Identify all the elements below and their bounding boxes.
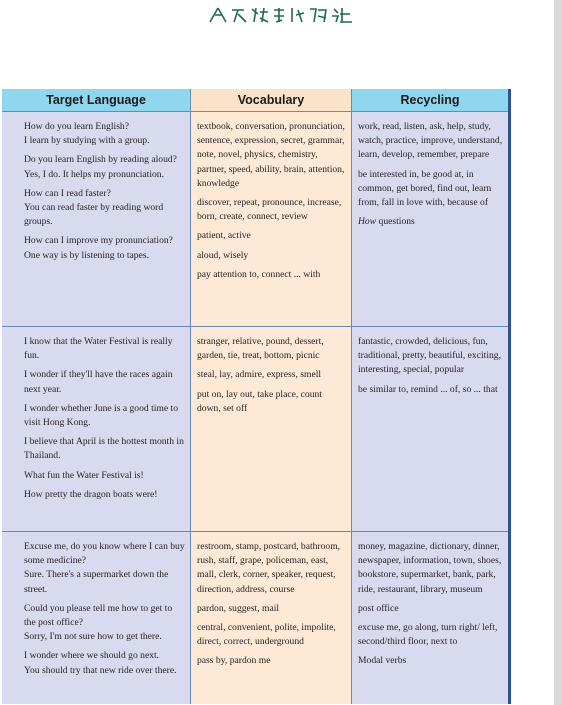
language-example	[24, 335, 186, 363]
example-line: You can read faster by reading word groups.	[24, 202, 164, 228]
target-language-cell	[2, 327, 191, 532]
language-example	[24, 153, 186, 181]
example-line: I wonder whether June is a good time to visit Hong Kong.	[24, 402, 178, 429]
page-edge-shadow	[554, 0, 562, 705]
recycling-group: be interested in, be good at, in common, get bored, find out, learn from, fall in love with, because of	[358, 168, 492, 209]
language-example	[24, 469, 186, 483]
recycling-group: post office	[358, 602, 399, 614]
language-example	[24, 120, 186, 148]
example-line: I wonder where we should go next.	[24, 650, 160, 662]
example-line: What fun the Water Festival is!	[24, 469, 144, 481]
vocabulary-cell	[191, 532, 352, 705]
language-example	[24, 435, 186, 463]
recycling-group: be similar to, remind ... of, so ... that	[358, 383, 498, 395]
publisher-logo	[0, 4, 562, 30]
example-line: Could you please tell me how to get to the post office?	[24, 602, 173, 629]
example-line: Do you learn English by reading aloud?	[24, 154, 177, 166]
recycling-group: excuse me, go along, turn right/ left, second/third floor, next to	[358, 622, 498, 648]
example-line: One way is by listening to tapes.	[24, 249, 149, 261]
recycling-group: fantastic, crowded, delicious, fun, traditional, pretty, beautiful, exciting, interesting, special, popular	[358, 336, 501, 376]
publisher-logo-glyph	[206, 4, 356, 26]
recycling-group: work, read, listen, ask, help, study, watch, practice, improve, understand, learn, develop, remember, prepare	[358, 121, 503, 161]
recycling-group: money, magazine, dictionary, dinner, newspaper, information, town, shoes, bookstore, supermarket, bank, park, ride, restaurant, library, museum	[358, 541, 502, 595]
vocabulary-group: central, convenient, polite, impolite, direct, correct, underground	[197, 622, 336, 648]
example-line: I learn by studying with a group.	[24, 135, 150, 147]
example-line: Sure. There's a supermarket down the street.	[24, 569, 169, 595]
language-example	[24, 649, 186, 677]
header-recycling: Recycling	[352, 89, 510, 112]
recycling-group: How questions	[358, 216, 415, 228]
example-line: How can I improve my pronunciation?	[24, 235, 173, 247]
recycling-cell	[352, 327, 510, 532]
language-example	[24, 402, 186, 430]
vocabulary-group: patient, active	[197, 230, 251, 242]
example-line: I know that the Water Festival is really fun.	[24, 336, 173, 362]
vocabulary-group: pardon, suggest, mail	[197, 602, 280, 614]
header-vocabulary: Vocabulary	[191, 89, 352, 112]
header-row	[2, 89, 510, 112]
syllabus-row	[2, 327, 510, 532]
example-line: How pretty the dragon boats were!	[24, 488, 158, 500]
syllabus-table	[2, 89, 511, 704]
vocabulary-group: put on, lay out, take place, count down, set off	[197, 388, 322, 414]
recycling-cell	[352, 112, 510, 327]
syllabus-body	[2, 112, 510, 705]
vocabulary-cell	[191, 327, 352, 532]
example-line: I wonder if they'll have the races again next year.	[24, 369, 173, 395]
language-example	[24, 488, 186, 502]
example-line: How can I read faster?	[24, 187, 111, 199]
vocabulary-group: aloud, wisely	[197, 249, 249, 261]
example-line: Excuse me, do you know where I can buy some medicine?	[24, 541, 185, 567]
recycling-cell	[352, 532, 510, 705]
language-example	[24, 602, 186, 645]
syllabus-row	[2, 532, 510, 705]
vocabulary-group: stranger, relative, pound, dessert, garden, tie, treat, bottom, picnic	[197, 336, 324, 362]
vocabulary-group: restroom, stamp, postcard, bathroom, rush, staff, grape, policeman, east, mall, clerk, corner, speaker, request, direction, address, course	[197, 541, 341, 595]
vocabulary-cell	[191, 112, 352, 327]
example-line: Sorry, I'm not sure how to get there.	[24, 631, 162, 643]
syllabus-row	[2, 112, 510, 327]
language-example	[24, 368, 186, 396]
vocabulary-group: pay attention to, connect ... with	[197, 268, 321, 280]
recycling-group: Modal verbs	[358, 655, 407, 667]
vocabulary-group: textbook, conversation, pronunciation, sentence, expression, secret, grammar, note, novel, physics, chemistry, partner, speed, ability, brain, attention, knowledge	[197, 121, 345, 189]
language-example	[24, 540, 186, 597]
language-example	[24, 187, 186, 230]
target-language-cell	[2, 532, 191, 705]
vocabulary-group: discover, repeat, pronounce, increase, born, create, connect, review	[197, 197, 342, 223]
example-line: You should try that new ride over there.	[24, 664, 177, 676]
vocabulary-group: pass by, pardon me	[197, 655, 271, 667]
header-target-language: Target Language	[2, 89, 191, 112]
example-line: I believe that April is the hottest month in Thailand.	[24, 436, 184, 462]
vocabulary-group: steal, lay, admire, express, smell	[197, 369, 322, 381]
target-language-cell	[2, 112, 191, 327]
example-line: Yes, I do. It helps my pronunciation.	[24, 168, 164, 180]
language-example	[24, 234, 186, 262]
example-line: How do you learn English?	[24, 121, 129, 132]
